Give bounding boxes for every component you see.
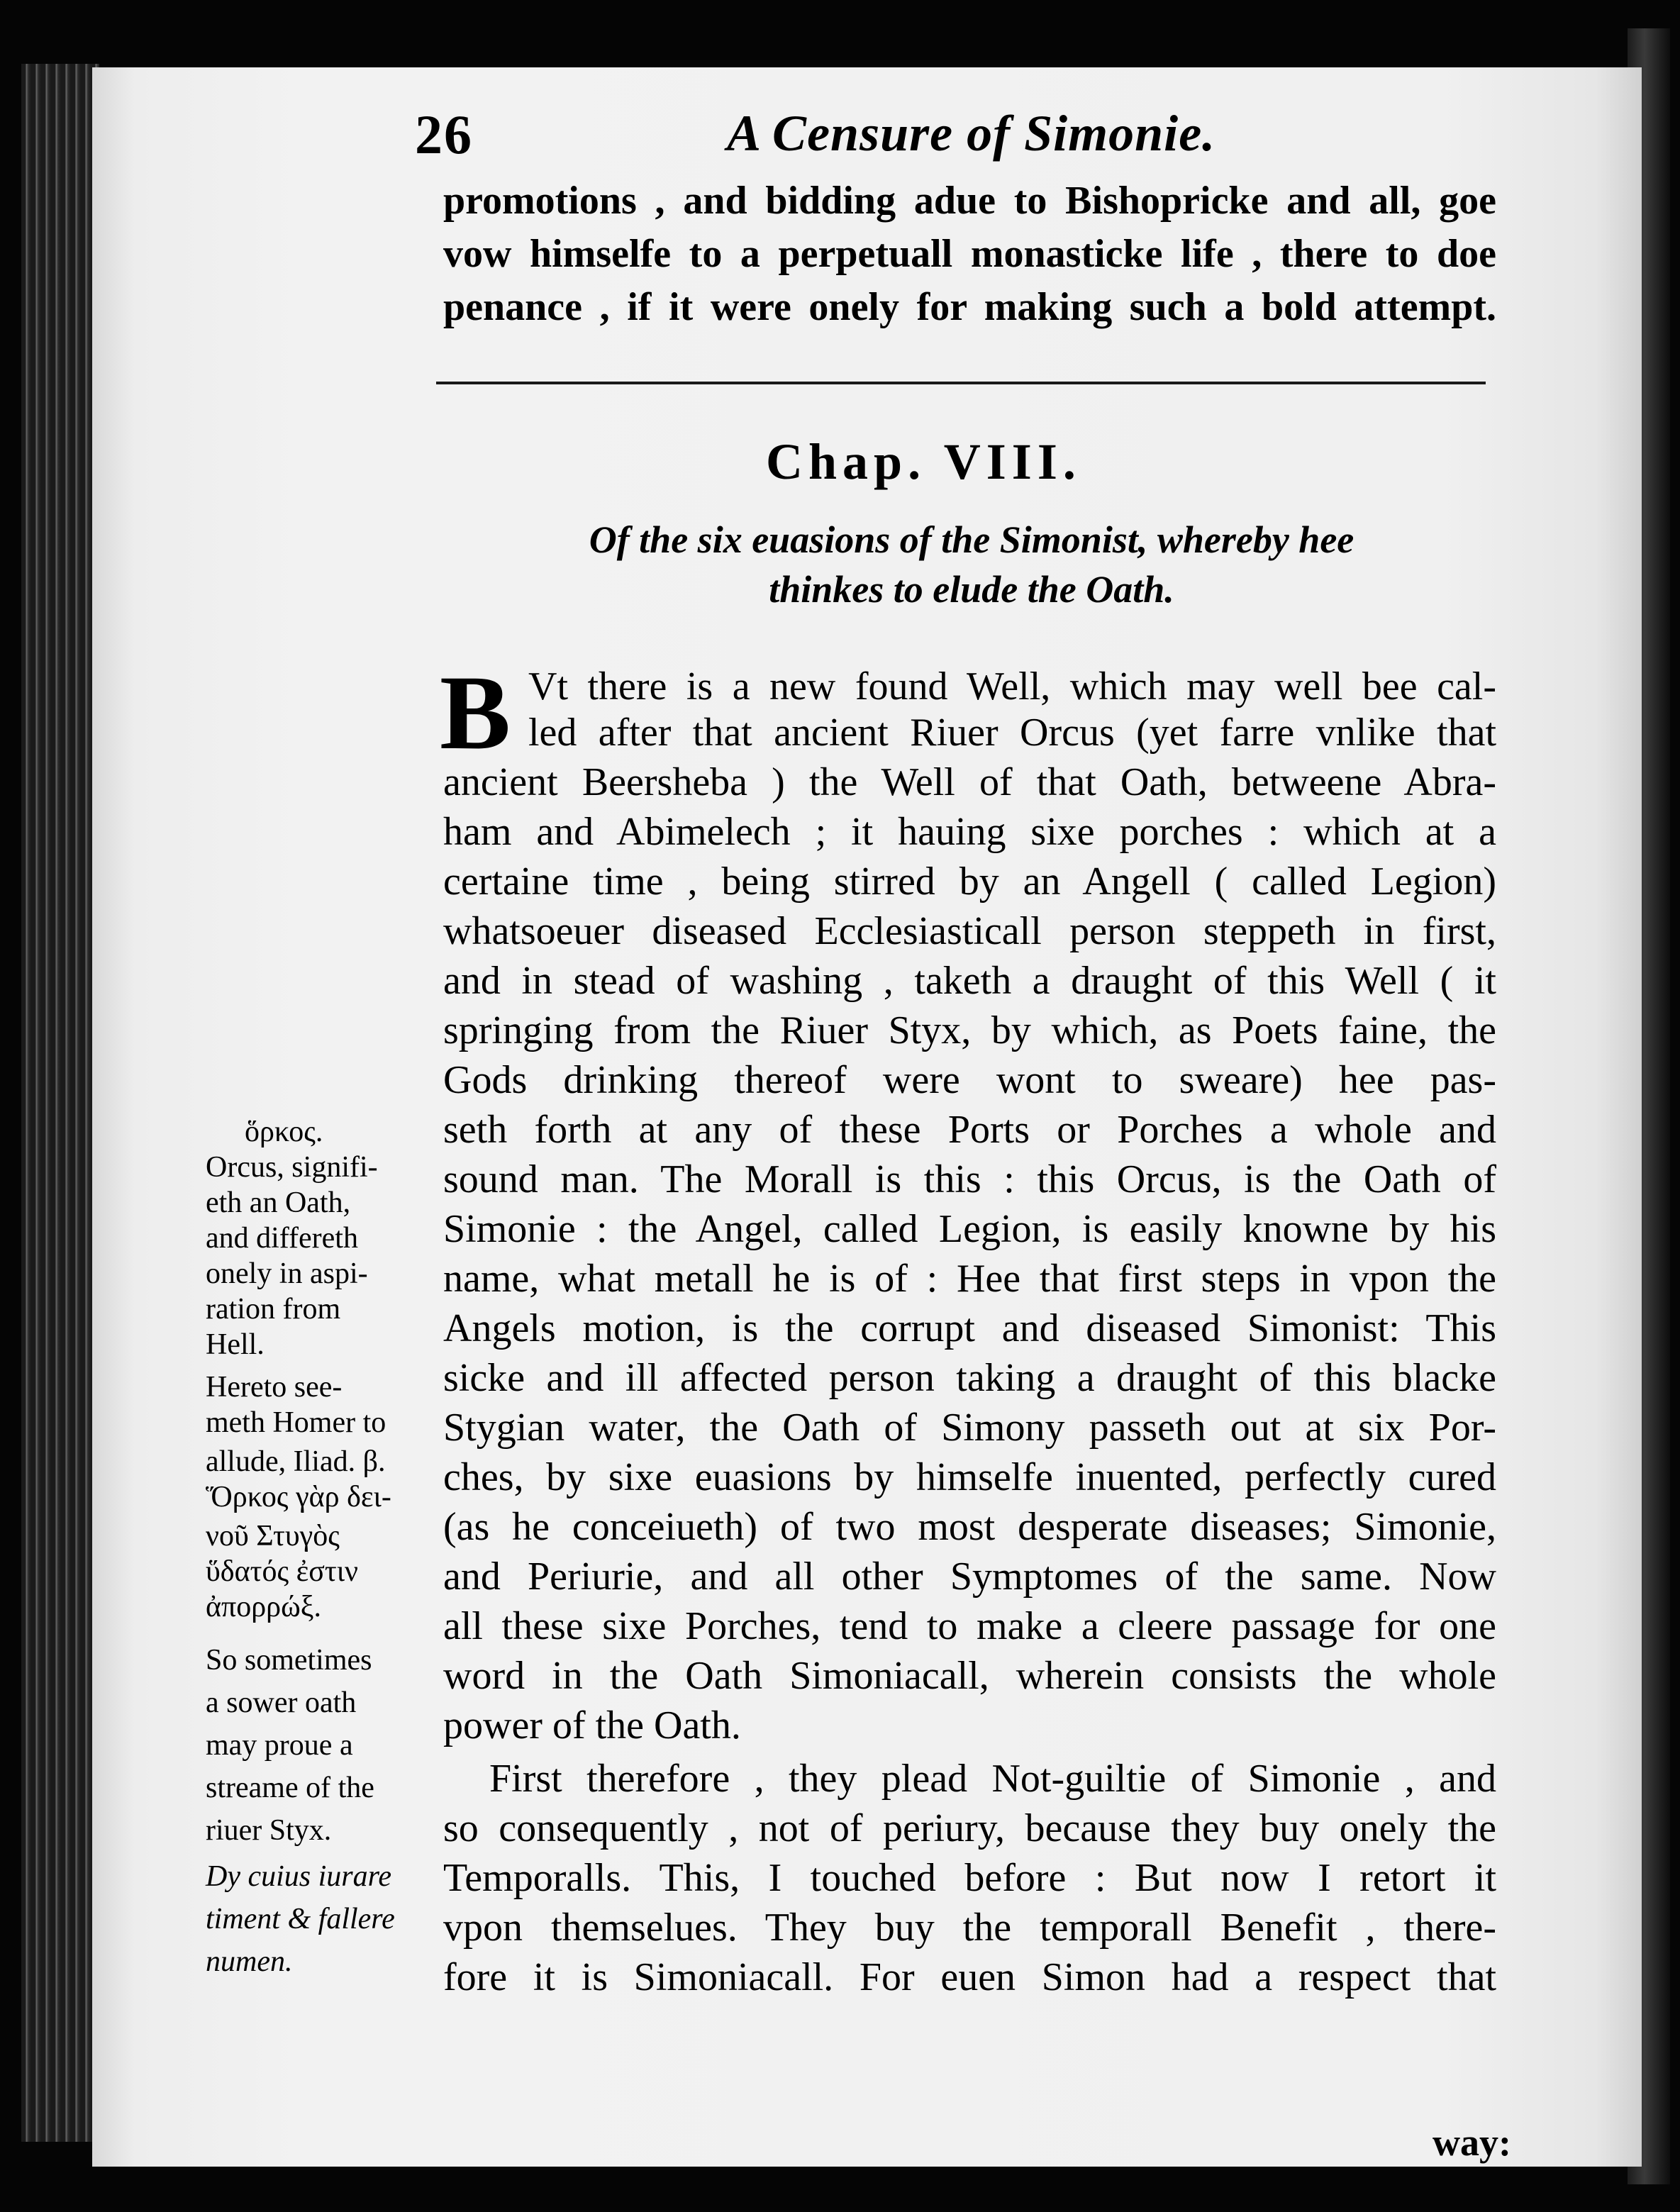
running-title: A Censure of Simonie.	[727, 105, 1216, 162]
margin-note-line: Dy cuius iurare	[206, 1860, 392, 1893]
margin-note-line: meth Homer to	[206, 1406, 386, 1439]
margin-note-line: So sometimes	[206, 1644, 372, 1677]
margin-note-line: allude, Iliad. β.	[206, 1445, 386, 1478]
margin-note-line: numen.	[206, 1945, 293, 1978]
margin-note-line: onely in aspi-	[206, 1257, 368, 1290]
body-line: vpon themselues. They buy the temporall Benefit , there-	[443, 1906, 1496, 1950]
book-edge	[21, 64, 99, 2142]
body-line: First therefore , they plead Not-guiltie of Simonie , and	[489, 1757, 1496, 1801]
margin-note-line: timent & fallere	[206, 1903, 395, 1935]
margin-note-line: ὅρκος.	[245, 1116, 323, 1148]
catchword: way:	[1433, 2121, 1511, 2164]
chapter-subtitle-line: thinkes to elude the Oath.	[769, 568, 1174, 611]
margin-note-line: ὕδατός ἐστιν	[206, 1555, 359, 1588]
margin-note-line: Orcus, signifi-	[206, 1151, 378, 1184]
chapter-heading: Chap. VIII.	[766, 433, 1081, 490]
body-line: and in stead of washing , taketh a draught of this Well ( it	[443, 959, 1496, 1003]
body-line: Simonie : the Angel, called Legion, is easily knowne by his	[443, 1207, 1496, 1251]
body-line: name, what metall he is of : Hee that first steps in vpon the	[443, 1257, 1496, 1301]
intro-line: vow himselfe to a perpetuall monasticke life , there to doe	[443, 232, 1496, 276]
drop-cap: B	[440, 654, 511, 772]
body-line: Angels motion, is the corrupt and diseased Simonist: This	[443, 1306, 1496, 1350]
body-line: word in the Oath Simoniacall, wherein consists the whole	[443, 1654, 1496, 1698]
body-line: springing from the Riuer Styx, by which, as Poets faine, the	[443, 1008, 1496, 1052]
body-line: (as he conceiueth) of two most desperate diseases; Simonie,	[443, 1505, 1496, 1549]
body-line: Stygian water, the Oath of Simony passeth out at six Por-	[443, 1406, 1496, 1450]
body-line: power of the Oath.	[443, 1704, 741, 1747]
margin-note-line: and differeth	[206, 1222, 358, 1255]
margin-note-line: may proue a	[206, 1729, 353, 1762]
body-line: and Periurie, and all other Symptomes of the same. Now	[443, 1555, 1496, 1599]
body-line: seth forth at any of these Ports or Porches a whole and	[443, 1108, 1496, 1152]
body-line: Gods drinking thereof were wont to sweare) hee pas-	[443, 1058, 1496, 1102]
body-line: so consequently , not of periury, because they buy onely the	[443, 1806, 1496, 1850]
margin-note-line: streame of the	[206, 1772, 374, 1804]
margin-note-line: ration from	[206, 1293, 341, 1325]
body-line: sound man. The Morall is this : this Orcus, is the Oath of	[443, 1157, 1496, 1201]
body-line: ches, by sixe euasions by himselfe inuented, perfectly cured	[443, 1455, 1496, 1499]
body-line: Temporalls. This, I touched before : But now I retort it	[443, 1856, 1496, 1900]
margin-note-line: νοῦ Στυγὸς	[206, 1520, 340, 1552]
body-line: certaine time , being stirred by an Angell ( called Legion)	[443, 860, 1496, 904]
margin-note-line: eth an Oath,	[206, 1186, 351, 1219]
body-line: all these sixe Porches, tend to make a cleere passage for one	[443, 1604, 1496, 1648]
body-line: Vt there is a new found Well, which may well bee cal-	[528, 665, 1496, 708]
body-line: led after that ancient Riuer Orcus (yet farre vnlike that	[528, 711, 1496, 755]
margin-note-line: a sower oath	[206, 1686, 357, 1719]
chapter-subtitle-line: Of the six euasions of the Simonist, whereby hee	[589, 518, 1354, 561]
margin-note-line: riuer Styx.	[206, 1814, 332, 1847]
margin-note-line: ἀπορρώξ.	[206, 1591, 321, 1623]
page-number: 26	[415, 104, 473, 165]
margin-note-line: Ὅρκος γὰρ δει-	[206, 1481, 391, 1513]
running-head	[323, 103, 1493, 174]
body-line: sicke and ill affected person taking a draught of this blacke	[443, 1356, 1496, 1400]
body-line: whatsoeuer diseased Ecclesiasticall person steppeth in first,	[443, 909, 1496, 953]
intro-line: penance , if it were onely for making such a bold attempt.	[443, 285, 1496, 329]
body-line: ham and Abimelech ; it hauing sixe porches : which at a	[443, 810, 1496, 854]
intro-line: promotions , and bidding adue to Bishopricke and all, goe	[443, 179, 1496, 223]
body-line: fore it is Simoniacall. For euen Simon had a respect that	[443, 1955, 1496, 1999]
margin-note-line: Hereto see-	[206, 1371, 343, 1404]
body-line: ancient Beersheba ) the Well of that Oath, betweene Abra-	[443, 760, 1496, 804]
margin-note-line: Hell.	[206, 1328, 265, 1361]
section-rule	[436, 382, 1486, 384]
